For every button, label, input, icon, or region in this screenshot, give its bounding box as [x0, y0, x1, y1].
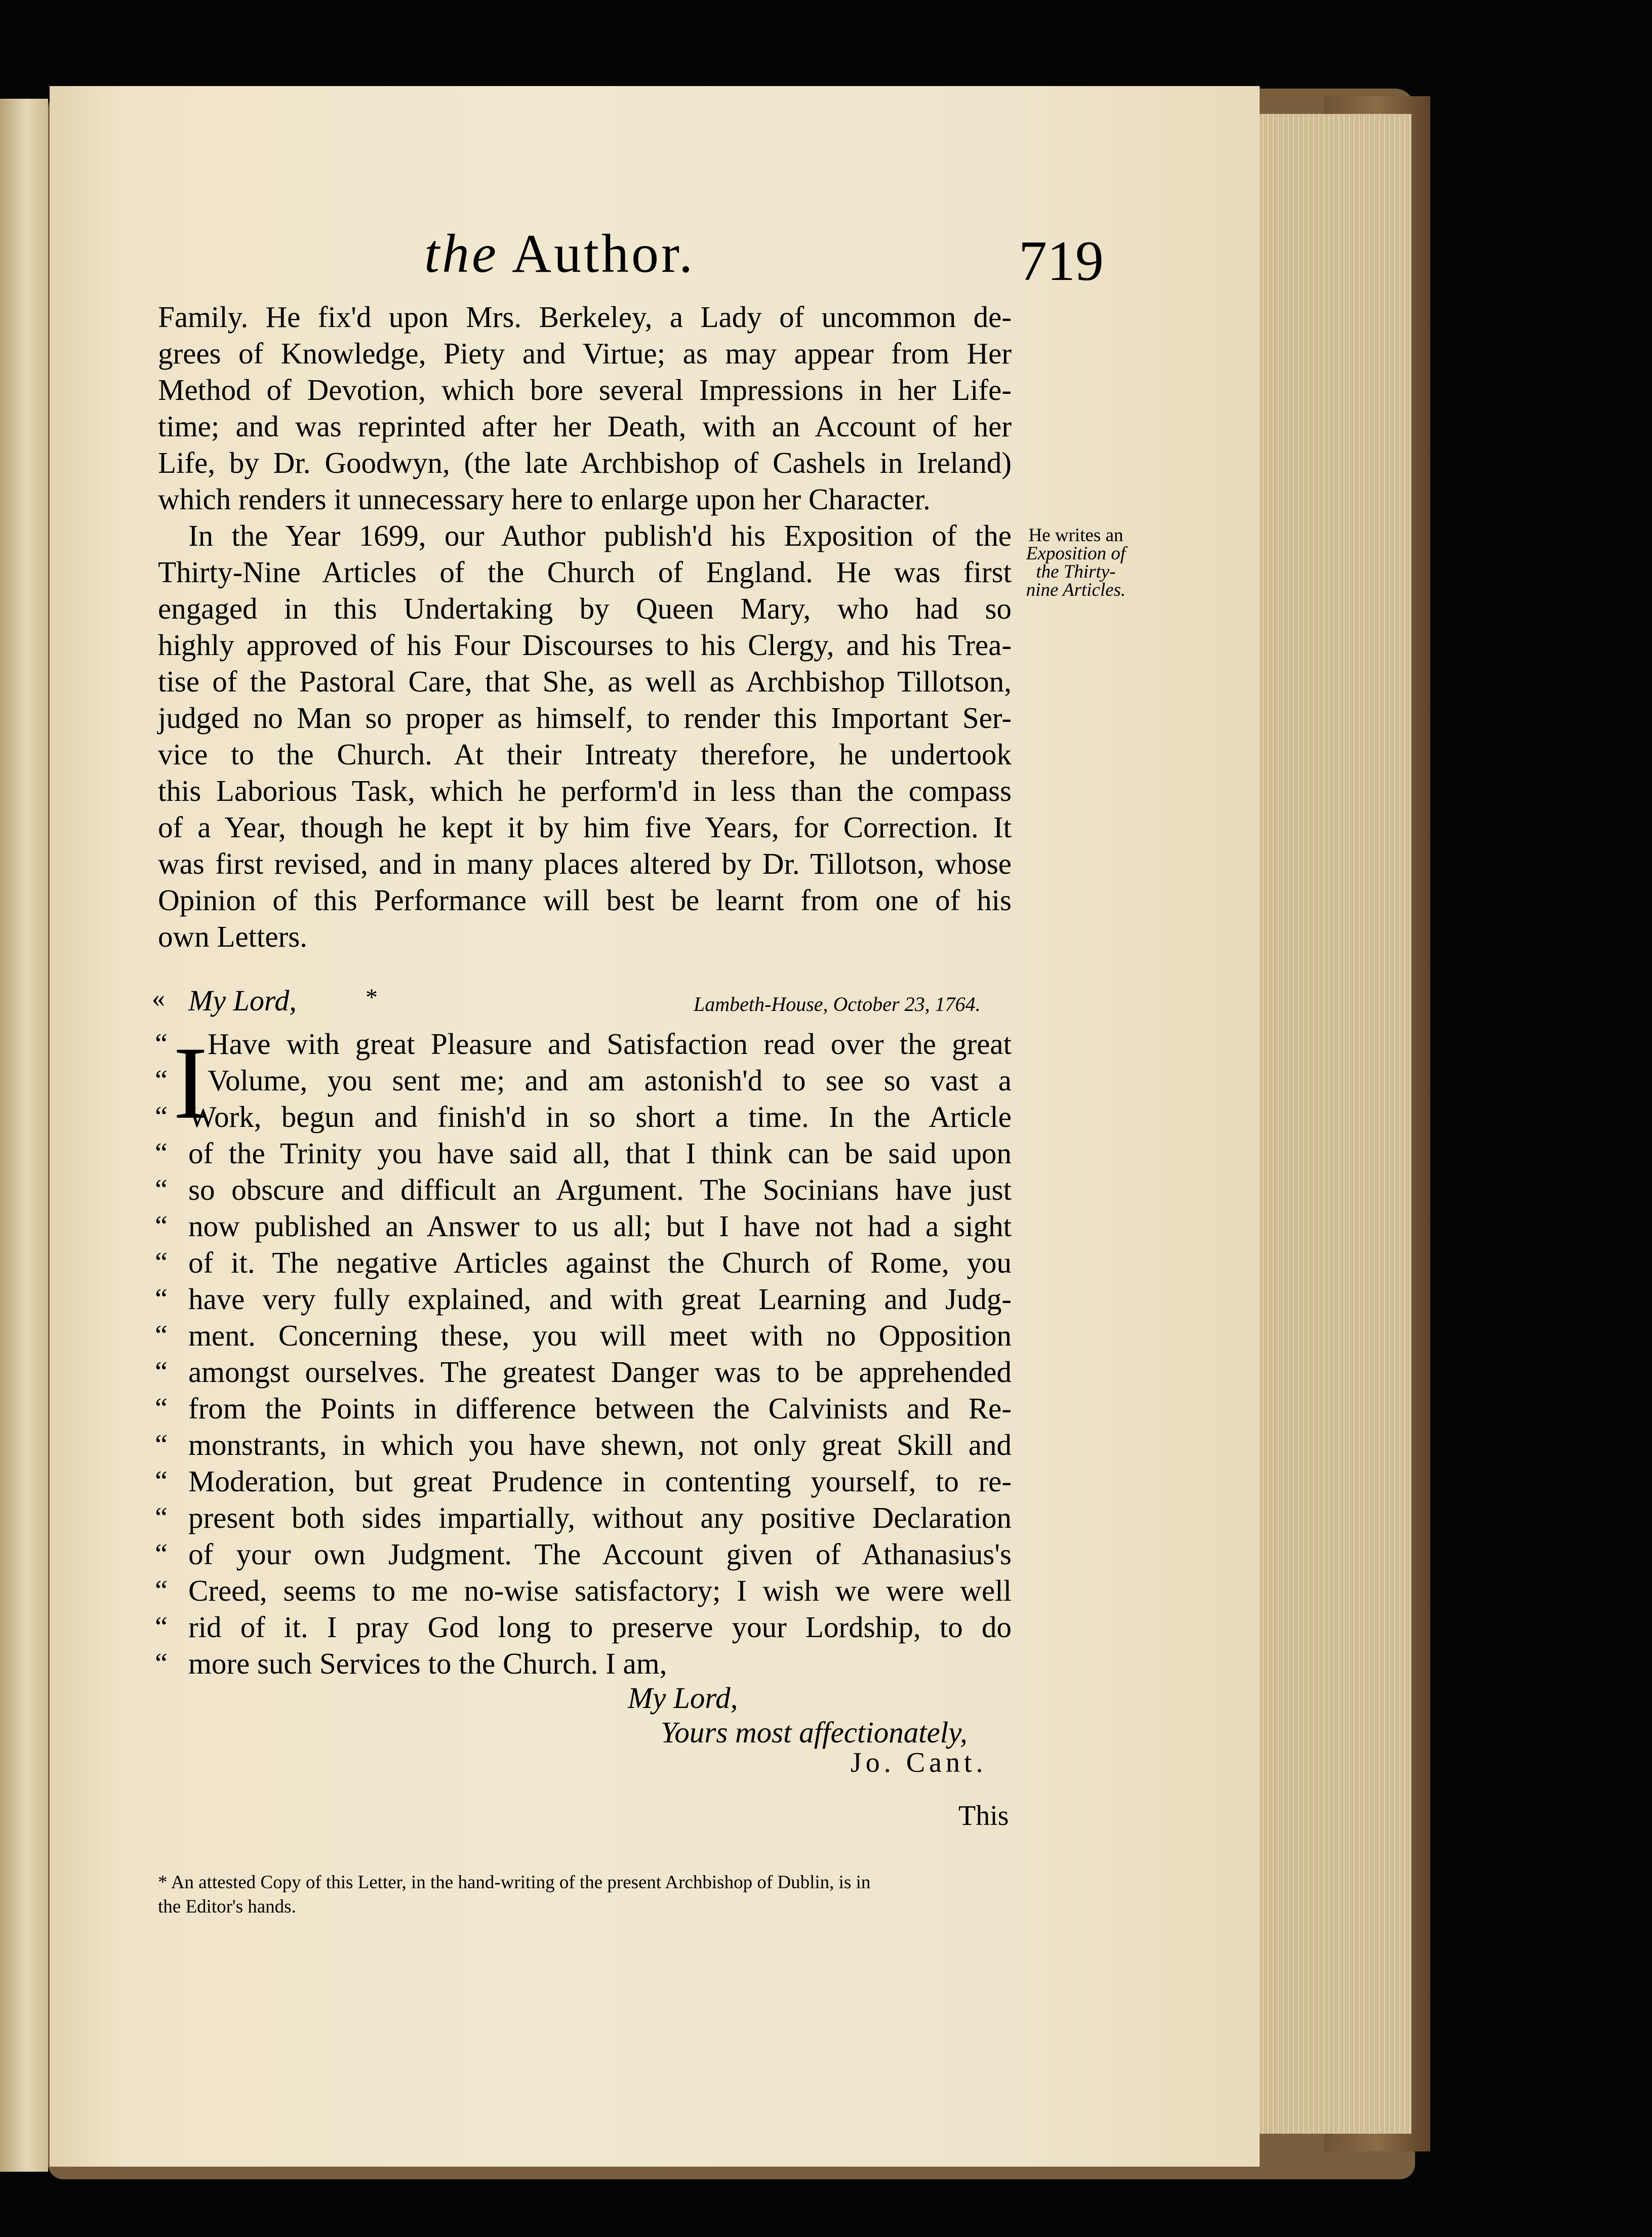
running-head [424, 223, 695, 286]
quote-mark: “ [155, 1611, 168, 1643]
running-head-title: Author. [512, 224, 696, 284]
quote-mark: “ [155, 1065, 168, 1096]
quote-mark: “ [155, 1648, 168, 1679]
body-line: Family. He fix'd upon Mrs. Berkeley, a Lady of uncommon de- [158, 300, 1012, 334]
letter-signature: Jo. Cant. [851, 1747, 987, 1778]
body-line: highly approved of his Four Discourses to his Clergy, and his Trea- [158, 628, 1012, 662]
quote-mark: “ [155, 1028, 168, 1060]
body-line: time; and was reprinted after her Death, with an Account of her [158, 410, 1012, 443]
letter-line: monstrants, in which you have shewn, not only great Skill and [188, 1428, 1012, 1461]
quote-mark: “ [155, 1210, 168, 1242]
body-line: this Laborious Task, which he perform'd in less than the compass [158, 774, 1012, 807]
letter-line: have very fully explained, and with great Learning and Judg- [188, 1282, 1012, 1316]
letter-line: of your own Judgment. The Account given of Athanasius's [188, 1537, 1012, 1571]
letter-line: more such Services to the Church. I am, [188, 1647, 667, 1680]
quote-mark: “ [155, 1502, 168, 1533]
quote-mark: “ [155, 1247, 168, 1278]
marginal-note-line: nine Articles. [1026, 580, 1126, 600]
quote-mark: “ [155, 1283, 168, 1315]
body-line: Thirty-Nine Articles of the Church of England. He was first [158, 555, 1012, 589]
letter-dateline: Lambeth-House, October 23, 1764. [694, 993, 981, 1015]
body-line: engaged in this Undertaking by Queen Mary, who had so [158, 592, 1012, 625]
quote-mark: “ [155, 1538, 168, 1570]
drop-cap: I [173, 1026, 208, 1141]
letter-closing: Yours most affectionately, [661, 1716, 968, 1749]
body-line: judged no Man so proper as himself, to render this Important Ser- [158, 701, 1012, 735]
body-line: grees of Knowledge, Piety and Virtue; as may appear from Her [158, 337, 1012, 370]
letter-line: so obscure and difficult an Argument. The Socinians have just [188, 1173, 1012, 1206]
quote-mark: “ [155, 1429, 168, 1460]
letter-line: of the Trinity you have said all, that I think can be said upon [188, 1136, 1012, 1170]
quote-mark: “ [155, 1575, 168, 1606]
letter-line: Work, begun and finish'd in so short a time. In the Article [188, 1100, 1012, 1133]
letter-line: present both sides impartially, without any positive Declaration [188, 1501, 1012, 1534]
body-line: of a Year, though he kept it by him five Years, for Correction. It [158, 810, 1012, 844]
letter-line: Moderation, but great Prudence in contenting yourself, to re- [188, 1465, 1012, 1498]
footnote-mark: * [366, 984, 378, 1011]
salutation-quote-mark: « [152, 984, 165, 1013]
quote-mark: “ [155, 1466, 168, 1497]
catchword: This [958, 1800, 1009, 1832]
letter-line: ment. Concerning these, you will meet with no Opposition [188, 1319, 1012, 1352]
letter-line: from the Points in difference between the Calvinists and Re- [188, 1392, 1012, 1425]
page-number: 719 [1019, 230, 1104, 293]
body-line: Method of Devotion, which bore several Impressions in her Life- [158, 373, 1012, 406]
quote-mark: “ [155, 1174, 168, 1205]
facing-page-edge [0, 99, 48, 2172]
letter-line: Creed, seems to me no-wise satisfactory; I wish we were well [188, 1574, 1012, 1607]
quote-mark: “ [155, 1393, 168, 1424]
quote-mark: “ [155, 1356, 168, 1388]
letter-line: rid of it. I pray God long to preserve your Lordship, to do [188, 1610, 1012, 1644]
letter-salutation: My Lord, [188, 984, 297, 1017]
letter-line: Have with great Pleasure and Satisfaction read over the great [208, 1027, 1012, 1061]
letter-line: Volume, you sent me; and am astonish'd to see so vast a [208, 1064, 1012, 1097]
quote-mark: “ [155, 1137, 168, 1169]
body-line: was first revised, and in many places altered by Dr. Tillotson, whose [158, 847, 1012, 880]
body-line: vice to the Church. At their Intreaty therefore, he undertook [158, 738, 1012, 771]
footnote: the Editor's hands. [158, 1896, 296, 1917]
letter-closing: My Lord, [628, 1681, 738, 1715]
page-edges [1260, 114, 1412, 2134]
body-line: Life, by Dr. Goodwyn, (the late Archbishop of Cashels in Ireland) [158, 446, 1012, 479]
marginal-note-line: the Thirty- [1036, 561, 1116, 582]
marginal-note-line: He writes an [1028, 525, 1123, 546]
marginal-note-line: Exposition of [1026, 543, 1126, 564]
letter-line: now published an Answer to us all; but I have not had a sight [188, 1209, 1012, 1243]
letter-line: amongst ourselves. The greatest Danger was to be apprehended [188, 1355, 1012, 1389]
body-line: own Letters. [158, 920, 307, 953]
footnote: * An attested Copy of this Letter, in the hand-writing of the present Archbishop of Dublin, is in [158, 1872, 871, 1893]
body-line: tise of the Pastoral Care, that She, as well as Archbishop Tillotson, [158, 665, 1012, 698]
quote-mark: “ [155, 1101, 168, 1132]
body-line: Opinion of this Performance will best be learnt from one of his [158, 883, 1012, 917]
quote-mark: “ [155, 1320, 168, 1351]
body-line: which renders it unnecessary here to enlarge upon her Character. [158, 482, 931, 516]
running-head-prefix: the [424, 224, 499, 284]
body-line: In the Year 1699, our Author publish'd his Exposition of the [188, 519, 1012, 552]
letter-line: of it. The negative Articles against the Church of Rome, you [188, 1246, 1012, 1279]
